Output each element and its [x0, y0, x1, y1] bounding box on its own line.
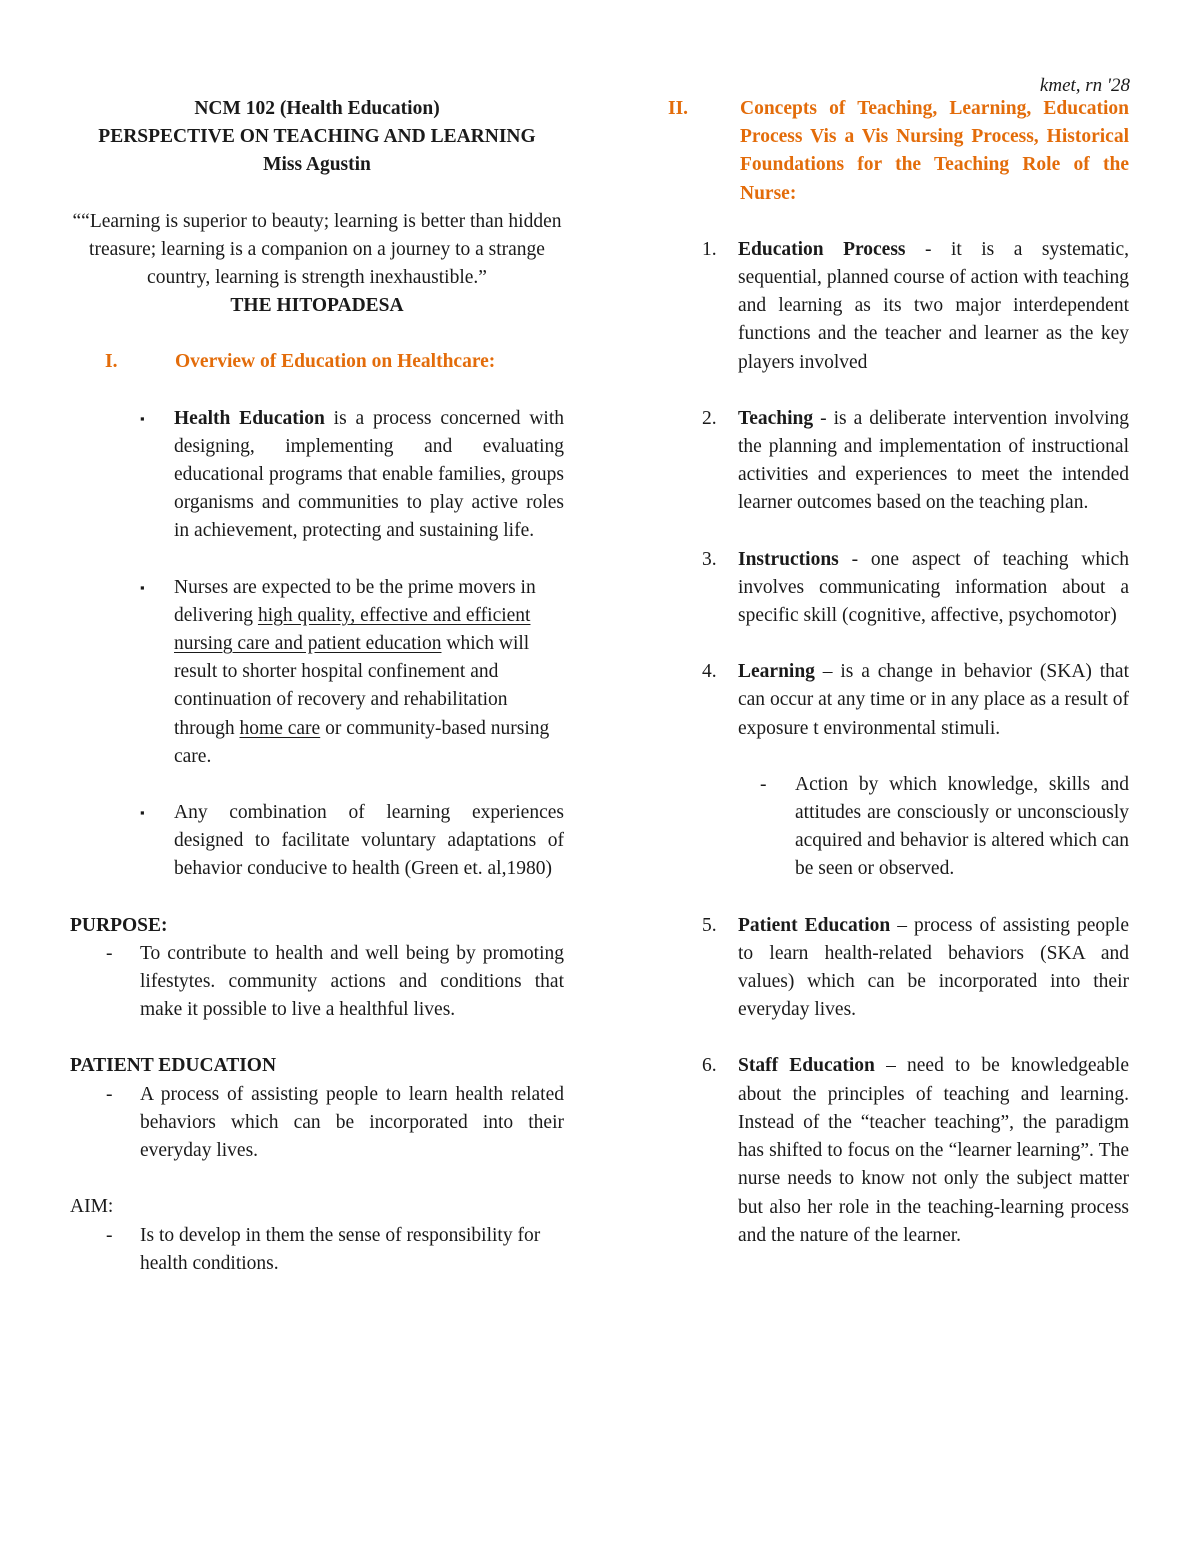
- section-1-title: Overview of Education on Healthcare:: [175, 351, 496, 373]
- section-2-number: II.: [668, 98, 689, 119]
- staff-education-text: – need to be knowledgeable about the principles of teaching and learning. Instead of the “teacher teaching”, the paradigm has shifted to focus on the “learner learning”. The nurse needs to know not only the subject matter but also her role in the teaching-learning process and the nature of the learner.: [738, 1055, 1129, 1246]
- instructions-text: - one aspect of teaching which involves communicating information about a specific skill (cognitive, affective, psychomotor): [738, 548, 1129, 627]
- left-column: [70, 95, 564, 1278]
- bullet-health-education: [70, 405, 564, 546]
- patient-education-heading: PATIENT EDUCATION: [70, 1055, 277, 1077]
- instructor-name: Miss Agustin: [263, 154, 371, 176]
- term-health-education: Health Education: [174, 407, 325, 429]
- learning-experiences-text: Any combination of learning experiences designed to facilitate voluntary adaptations of behavior conducive to health (Green et. al,1980): [174, 802, 564, 880]
- section-2-title: Concepts of Teaching, Learning, Education Process Vis a Vis Nursing Process, Historical Foundations for the Teaching Role of the Nurse:: [740, 98, 1129, 204]
- square-bullet-icon: ▪: [140, 410, 145, 426]
- dash-bullet-icon: -: [106, 942, 113, 964]
- purpose-item: [70, 940, 564, 1025]
- nurses-underline-1: high quality, effective and efficient nursing care and patient education: [174, 604, 531, 655]
- list-item-staff-education: [668, 1052, 1129, 1249]
- list-number: 4.: [702, 661, 717, 683]
- square-bullet-icon: ▪: [140, 805, 145, 821]
- aim-heading: AIM:: [70, 1196, 114, 1218]
- purpose-text: To contribute to health and well being by promoting lifestytes. community actions and conditions that make it possible to live a healthful lives.: [140, 942, 564, 1021]
- patient-education-text: A process of assisting people to learn health related behaviors which can be incorporated into their everyday lives.: [140, 1083, 564, 1162]
- nurses-underline-2: home care: [239, 717, 321, 739]
- learning-sub-item: [668, 771, 1129, 884]
- aim-text: Is to develop in them the sense of responsibility for health conditions.: [140, 1224, 541, 1274]
- list-item-instructions: [668, 546, 1129, 631]
- term-learning: Learning: [738, 661, 815, 683]
- term-teaching: Teaching: [738, 407, 814, 429]
- list-number: 6.: [702, 1055, 717, 1077]
- health-education-text: is a process concerned with designing, implementing and evaluating educational programs that enable families, groups organisms and communities to play active roles in achievement, protecting and sustaining life.: [174, 407, 564, 542]
- term-patient-education: Patient Education: [738, 914, 891, 936]
- learning-sub-text: Action by which knowledge, skills and attitudes are consciously or unconsciously acquired and behavior is altered which can be seen or observed.: [795, 773, 1129, 880]
- patient-education-item: [70, 1081, 564, 1166]
- list-item-patient-education: [668, 912, 1129, 1025]
- dash-bullet-icon: -: [106, 1224, 113, 1246]
- section-1-number: I.: [105, 351, 118, 373]
- patient-education-def-text: – process of assisting people to learn health-related behaviors (SKA and values) which can be incorporated into their everyday lives.: [738, 914, 1129, 1021]
- right-column: [668, 95, 1129, 1250]
- document-title: PERSPECTIVE ON TEACHING AND LEARNING: [98, 126, 536, 148]
- nurses-text-mid: which will result to shorter hospital confinement and continuation of recovery and rehabilitation through: [174, 633, 530, 739]
- education-process-text: - it is a systematic, sequential, planned course of action with teaching and learning as its two major interdependent functions and the teacher and learner as the key players involved: [738, 238, 1130, 373]
- term-staff-education: Staff Education: [738, 1055, 875, 1077]
- term-education-process: Education Process: [738, 238, 906, 260]
- learning-text: – is a change in behavior (SKA) that can occur at any time or in any place as a result of exposure t environmental stimuli.: [738, 661, 1129, 739]
- dash-bullet-icon: -: [760, 773, 767, 795]
- list-item-education-process: [668, 236, 1129, 377]
- course-title: NCM 102 (Health Education): [194, 98, 440, 119]
- aim-item: [70, 1222, 564, 1278]
- list-number: 2.: [702, 407, 717, 429]
- section-1-heading: [70, 348, 564, 376]
- term-instructions: Instructions: [738, 548, 839, 570]
- bullet-learning-experiences: [70, 799, 564, 884]
- list-number: 5.: [702, 914, 717, 936]
- corner-note: kmet, rn '28: [1039, 75, 1130, 96]
- dash-bullet-icon: -: [106, 1083, 113, 1105]
- bullet-nurses: [70, 574, 564, 771]
- list-item-teaching: [668, 405, 1129, 518]
- list-number: 1.: [702, 238, 717, 260]
- section-2-heading: [668, 95, 1129, 208]
- nurses-text-post: or community-based nursing care.: [174, 717, 550, 767]
- purpose-heading: PURPOSE:: [70, 914, 168, 936]
- teaching-text: - is a deliberate intervention involving the planning and implementation of instructional activities and experiences to meet the intended learner outcomes based on the teaching plan.: [738, 407, 1129, 514]
- list-number: 3.: [702, 548, 717, 570]
- square-bullet-icon: ▪: [140, 579, 145, 595]
- list-item-learning: [668, 658, 1129, 743]
- nurses-text-pre: Nurses are expected to be the prime movers in delivering: [174, 576, 536, 626]
- quote-text: ““Learning is superior to beauty; learning is better than hidden treasure; learning is a companion on a journey to a strange country, learning is strength inexhaustible.”: [72, 210, 562, 289]
- quote-source: THE HITOPADESA: [230, 295, 404, 317]
